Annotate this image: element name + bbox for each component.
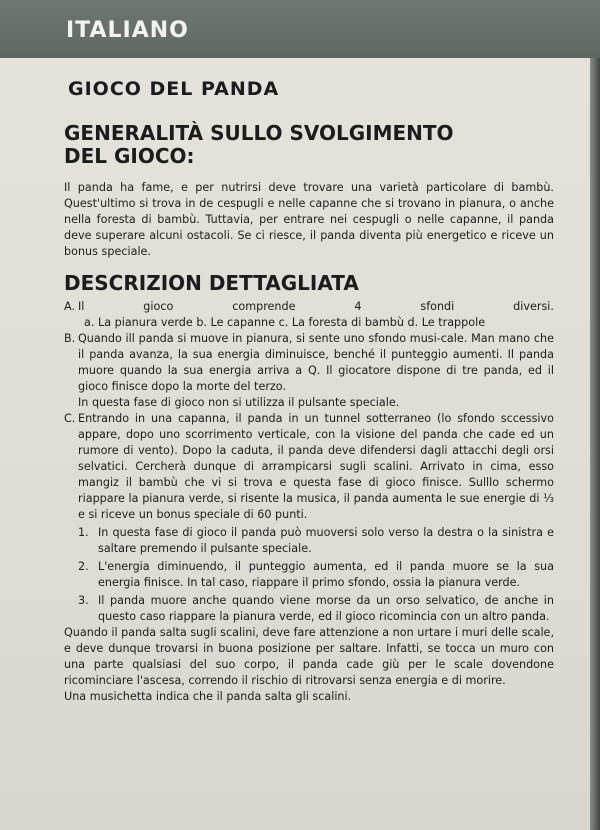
closing-note: Una musichetta indica che il panda salta gli scalini. (64, 690, 352, 703)
list-item-a (64, 299, 554, 331)
page-edge-shadow (590, 58, 600, 830)
general-text: Il panda ha fame, e per nutrirsi deve trovare una varietà particolare di bambù. Quest'ultimo si trova in de cespugli e nelle capanne che si trovano in pianura, o anche nella foresta di bambù. Tuttavia, per entrare nei cespugli o nelle capanne, il panda deve superare alcuni ostacoli. Se ci riesce, il panda diventa più energetico e riceve un bonus speciale. (64, 181, 554, 258)
manual-content (64, 78, 554, 705)
item-a-mark: A. (64, 300, 76, 313)
item-b-mark: B. (64, 332, 76, 345)
item-c-1-mark: 1. (78, 526, 89, 539)
general-heading-line1: GENERALITÀ SULLO SVOLGIMENTO (64, 121, 454, 145)
item-c-text: Entrando in una capanna, il panda in un tunnel sotterraneo (lo sfondo sccessivo appare, dopo uno scorrimento verticale, con la visione del panda che cade ed un rumore di vento). Dopo la caduta, il panda deve difendersi dagli attacchi degli orsi selvatici. Cercherà dunque di arrampicarsi sugli scalini. Arrivato in cima, esso mangiz il bambù che vi si trova e questa fase di gioco finisce. Sulllo schermo riappare la pianura verde, si risente la musica, il panda aumenta le sue energie di ⅓ e si riceve un bonus speciale di 60 punti. (78, 412, 554, 521)
item-c-1-text: In questa fase di gioco il panda può muoversi solo verso la destra o la sinistra e saltare premendo il pulsante speciale. (98, 526, 554, 555)
page-title: GIOCO DEL PANDA (68, 78, 280, 100)
item-c-3-text: Il panda muore anche quando viene morse da un orso selvatico, de anche in questo caso riappare la pianura verde, ed il gioco ricomincia con un altro panda. (98, 594, 554, 623)
item-a-word: 4 (354, 300, 362, 313)
general-heading (64, 122, 554, 168)
list-item-c-2 (78, 559, 554, 591)
item-c-mark: C. (64, 412, 76, 425)
list-item-b (64, 331, 554, 411)
item-b-note: In questa fase di gioco non si utilizza il pulsante speciale. (78, 396, 400, 409)
list-item-c-1 (78, 525, 554, 557)
list-item-c (64, 411, 554, 523)
item-a-sublist: a. La pianura verde b. Le capanne c. La foresta di bambù d. Le trappole (84, 316, 486, 329)
item-c-3-mark: 3. (78, 594, 89, 607)
item-a-first-line (78, 299, 554, 315)
closing-paragraph: Quando il panda salta sugli scalini, deve fare attenzione a non urtare i muri delle scale, e deve dunque trovarsi in buona posizione per saltare. Infatti, se tocca un muro con una parte qualsiasi del suo corpo, il panda cade giù per le scale dovendone ricominciare l'ascesa, correndo il rischio di ritrovarsi senza energia e di morire. (64, 626, 554, 687)
language-label: ITALIANO (66, 18, 189, 43)
item-a-word: Il (78, 300, 85, 313)
item-c-2-text: L'energia diminuendo, il punteggio aumenta, ed il panda muore se la sua energia finisce. In tal caso, riappare il primo sfondo, ossia la pianura verde. (98, 560, 554, 589)
item-b-text: Quando ill panda si muove in pianura, si sente uno sfondo musi-cale. Man mano che il panda avanza, la sua energia diminuisce, benché il punteggio aumenti. Il panda muore quando la sua energia arriva a Q. Il giocatore dispone di tre panda, ed il gioco finisce dopo la morte del terzo. (78, 332, 554, 393)
item-a-word: gioco (143, 300, 174, 313)
detail-heading: DESCRIZION DETTAGLIATA (64, 271, 359, 295)
general-heading-line2: DEL GIOCO: (64, 144, 195, 168)
language-header-bar (0, 0, 600, 58)
item-a-word: diversi. (513, 300, 554, 313)
item-c-2-mark: 2. (78, 560, 89, 573)
item-a-word: sfondi (420, 300, 455, 313)
item-a-word: comprende (232, 300, 296, 313)
list-item-c-3 (78, 593, 554, 625)
